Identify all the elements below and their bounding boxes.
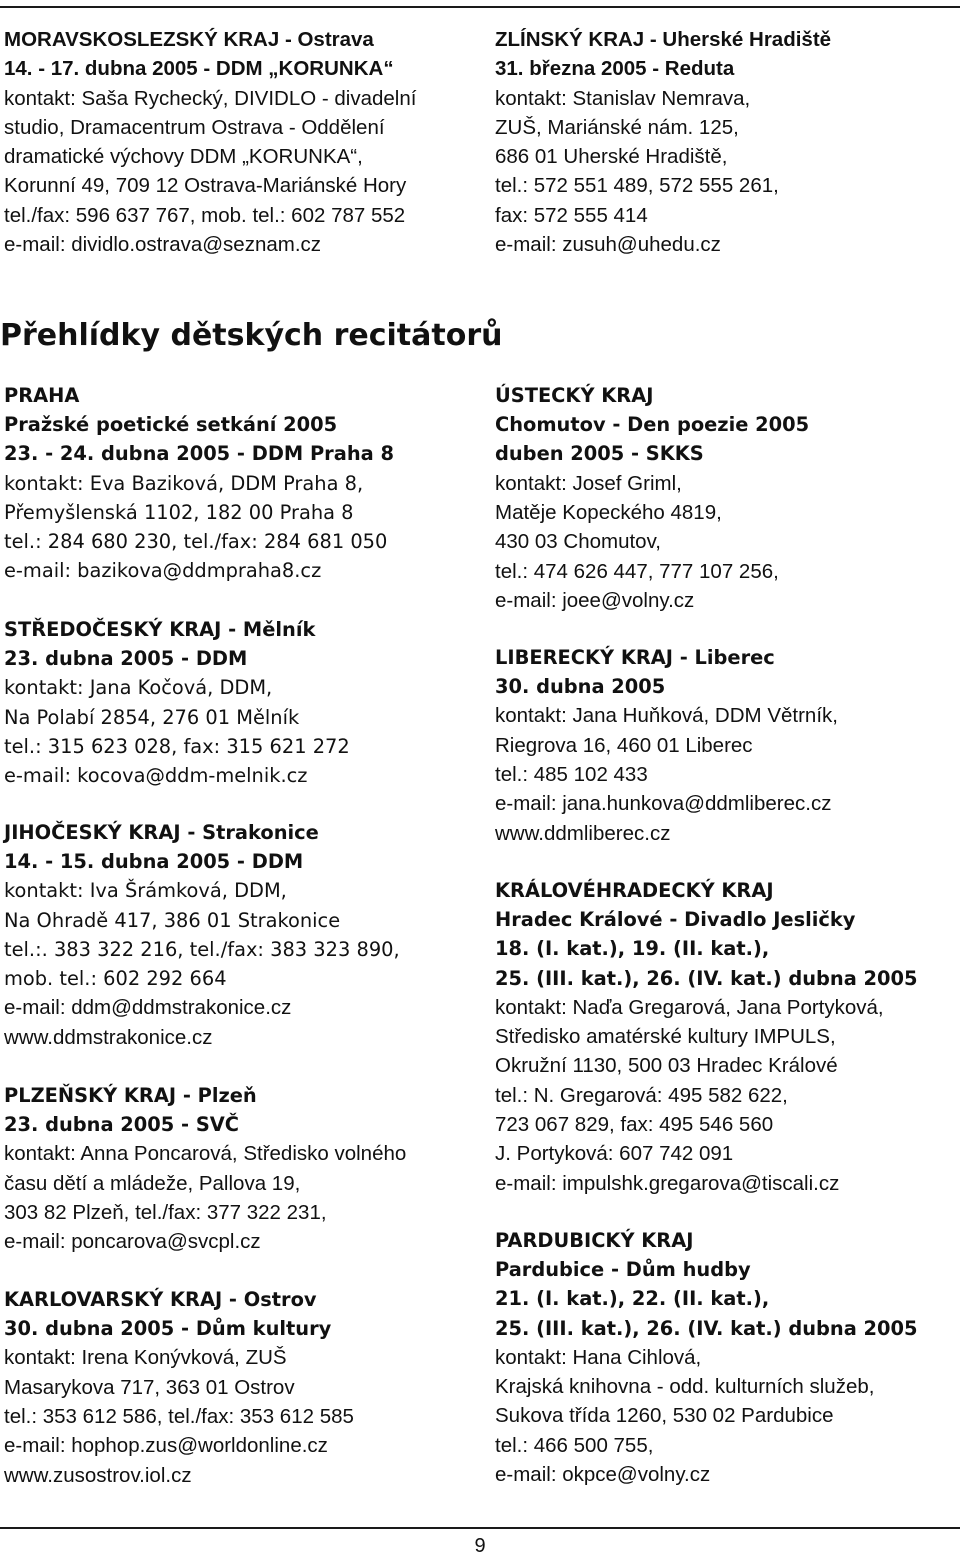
entry-moravskoslezsky <box>4 25 416 259</box>
entry-text-line: Okružní 1130, 500 03 Hradec Králové <box>495 1054 838 1078</box>
entry-heading-line: JIHOČESKÝ KRAJ - Strakonice <box>4 821 319 844</box>
entry-heading-line: 25. (III. kat.), 26. (IV. kat.) dubna 2005 <box>495 1316 918 1340</box>
entry-text-line: Přemyšlenská 1102, 182 00 Praha 8 <box>4 500 354 524</box>
entry-heading-line: ZLÍNSKÝ KRAJ - Uherské Hradiště <box>495 28 832 51</box>
entry-text-line: e-mail: kocova@ddm-melnik.cz <box>4 764 308 788</box>
entry-text-line: e-mail: jana.hunkova@ddmliberec.cz <box>495 792 832 816</box>
entry-text-line: ZUŠ, Mariánské nám. 125, <box>495 115 739 139</box>
entry-zlinsky <box>495 25 831 259</box>
entry-heading-line: KARLOVARSKÝ KRAJ - Ostrov <box>4 1288 317 1311</box>
entry-heading-line: PLZEŇSKÝ KRAJ - Plzeň <box>4 1084 257 1107</box>
entry-heading-line: MORAVSKOSLEZSKÝ KRAJ - Ostrava <box>4 28 374 51</box>
entry-text-line: kontakt: Jana Huňková, DDM Větrník, <box>495 704 838 728</box>
entry-text-line: Riegrova 16, 460 01 Liberec <box>495 733 753 757</box>
entry-heading-line: 21. (I. kat.), 22. (II. kat.), <box>495 1287 770 1311</box>
entry-text-line: J. Portyková: 607 742 091 <box>495 1142 734 1166</box>
entry-liberecky <box>495 643 838 848</box>
entry-text-line: www.ddmliberec.cz <box>495 821 671 845</box>
entry-heading-line: PRAHA <box>4 384 80 407</box>
entry-heading-line: 25. (III. kat.), 26. (IV. kat.) dubna 2005 <box>495 966 918 990</box>
entry-pardubicky <box>495 1226 918 1489</box>
entry-text-line: kontakt: Josef Griml, <box>495 471 682 495</box>
page-number: 9 <box>474 1535 486 1557</box>
entry-heading-line: Pardubice - Dům hudby <box>495 1258 751 1282</box>
entry-text-line: e-mail: okpce@volny.cz <box>495 1463 711 1486</box>
entry-heading-line: STŘEDOČESKÝ KRAJ - Mělník <box>4 618 316 641</box>
entry-text-line: fax: 572 555 414 <box>495 203 648 227</box>
entry-text-line: kontakt: Eva Baziková, DDM Praha 8, <box>4 471 364 495</box>
entry-text-line: studio, Dramacentrum Ostrava - Oddělení <box>4 115 385 139</box>
entry-text-line: 686 01 Uherské Hradiště, <box>495 145 728 169</box>
entry-heading-line: LIBERECKÝ KRAJ - Liberec <box>495 646 775 669</box>
entry-text-line: www.zusostrov.iol.cz <box>4 1463 192 1487</box>
entry-text-line: tel.: 284 680 230, tel./fax: 284 681 050 <box>4 530 388 554</box>
bottom-rule <box>0 1527 960 1529</box>
entry-kralovehradecky <box>495 876 918 1198</box>
entry-heading-line: duben 2005 - SKKS <box>495 442 704 466</box>
entry-text-line: tel.: 466 500 755, <box>495 1433 654 1457</box>
entry-text-line: tel.: 572 551 489, 572 555 261, <box>495 174 779 198</box>
entry-heading-line: Pražské poetické setkání 2005 <box>4 413 338 437</box>
entry-heading-line: ÚSTECKÝ KRAJ <box>495 384 654 407</box>
entry-text-line: času dětí a mládeže, Pallova 19, <box>4 1171 301 1195</box>
entry-heading-line: 14. - 17. dubna 2005 - DDM „KORUNKA“ <box>4 57 394 81</box>
entry-text-line: e-mail: bazikova@ddmpraha8.cz <box>4 559 322 583</box>
entry-text-line: kontakt: Saša Rychecký, DIVIDLO - divadelní <box>4 86 417 110</box>
entry-text-line: dramatické výchovy DDM „KORUNKA“, <box>4 145 363 169</box>
entry-text-line: tel.: 353 612 586, tel./fax: 353 612 585 <box>4 1405 354 1428</box>
entry-text-line: kontakt: Jana Kočová, DDM, <box>4 676 273 700</box>
entry-text-line: tel.: 474 626 447, 777 107 256, <box>495 559 779 583</box>
entry-praha <box>4 381 394 585</box>
entry-text-line: e-mail: hophop.zus@worldonline.cz <box>4 1434 328 1458</box>
entry-text-line: Středisko amatérské kultury IMPULS, <box>495 1025 836 1049</box>
entry-text-line: 430 03 Chomutov, <box>495 530 662 554</box>
entry-heading-line: Chomutov - Den poezie 2005 <box>495 413 810 437</box>
entry-heading-line: Hradec Králové - Divadlo Jesličky <box>495 908 856 932</box>
entry-text-line: e-mail: ddm@ddmstrakonice.cz <box>4 996 292 1020</box>
entry-heading-line: 23. dubna 2005 - DDM <box>4 647 248 671</box>
entry-text-line: Sukova třída 1260, 530 02 Pardubice <box>495 1404 834 1428</box>
top-rule <box>0 6 960 8</box>
entry-text-line: tel./fax: 596 637 767, mob. tel.: 602 787 552 <box>4 203 406 227</box>
entry-text-line: Masarykova 717, 363 01 Ostrov <box>4 1375 295 1399</box>
entry-text-line: e-mail: impulshk.gregarova@tiscali.cz <box>495 1171 840 1195</box>
entry-stredocesky <box>4 615 350 790</box>
entry-text-line: kontakt: Naďa Gregarová, Jana Portyková, <box>495 995 884 1019</box>
entry-text-line: e-mail: poncarova@svcpl.cz <box>4 1230 261 1254</box>
entry-heading-line: 30. dubna 2005 - Dům kultury <box>4 1317 332 1341</box>
entry-text-line: e-mail: joee@volny.cz <box>495 588 695 612</box>
entry-ustecky <box>495 381 809 615</box>
entry-heading-line: PARDUBICKÝ KRAJ <box>495 1229 694 1252</box>
entry-heading-line: 23. - 24. dubna 2005 - DDM Praha 8 <box>4 442 394 466</box>
entry-text-line: kontakt: Stanislav Nemrava, <box>495 86 751 110</box>
entry-text-line: kontakt: Anna Poncarová, Středisko volného <box>4 1142 407 1166</box>
section-title: Přehlídky dětských recitátorů <box>0 318 503 353</box>
entry-text-line: kontakt: Hana Cihlová, <box>495 1345 702 1369</box>
entry-jihocesky <box>4 818 400 1052</box>
entry-text-line: tel.: 485 102 433 <box>495 763 648 786</box>
entry-text-line: 723 067 829, fax: 495 546 560 <box>495 1113 774 1136</box>
entry-text-line: Korunní 49, 709 12 Ostrava-Mariánské Hory <box>4 174 407 198</box>
entry-text-line: Na Polabí 2854, 276 01 Mělník <box>4 705 300 729</box>
entry-text-line: mob. tel.: 602 292 664 <box>4 967 227 991</box>
entry-text-line: kontakt: Iva Šrámková, DDM, <box>4 879 287 903</box>
entry-text-line: tel.: N. Gregarová: 495 582 622, <box>495 1083 788 1107</box>
entry-heading-line: 18. (I. kat.), 19. (II. kat.), <box>495 937 770 961</box>
entry-heading-line: 14. - 15. dubna 2005 - DDM <box>4 850 304 874</box>
entry-text-line: Krajská knihovna - odd. kulturních služeb, <box>495 1375 875 1399</box>
entry-text-line: www.ddmstrakonice.cz <box>4 1025 213 1049</box>
entry-text-line: e-mail: zusuh@uhedu.cz <box>495 233 721 257</box>
entry-text-line: Na Ohradě 417, 386 01 Strakonice <box>4 908 341 932</box>
entry-heading-line: KRÁLOVÉHRADECKÝ KRAJ <box>495 879 774 902</box>
entry-text-line: e-mail: dividlo.ostrava@seznam.cz <box>4 233 322 257</box>
entry-heading-line: 30. dubna 2005 <box>495 675 666 699</box>
entry-text-line: 303 82 Plzeň, tel./fax: 377 322 231, <box>4 1201 327 1224</box>
entry-heading-line: 23. dubna 2005 - SVČ <box>4 1113 240 1137</box>
entry-text-line: tel.:. 383 322 216, tel./fax: 383 323 890, <box>4 937 400 961</box>
entry-text-line: Matěje Kopeckého 4819, <box>495 500 722 524</box>
entry-heading-line: 31. března 2005 - Reduta <box>495 57 735 81</box>
entry-plzensky <box>4 1081 406 1257</box>
entry-text-line: tel.: 315 623 028, fax: 315 621 272 <box>4 734 350 758</box>
entry-karlovarsky <box>4 1285 354 1490</box>
entry-text-line: kontakt: Irena Konývková, ZUŠ <box>4 1346 287 1370</box>
